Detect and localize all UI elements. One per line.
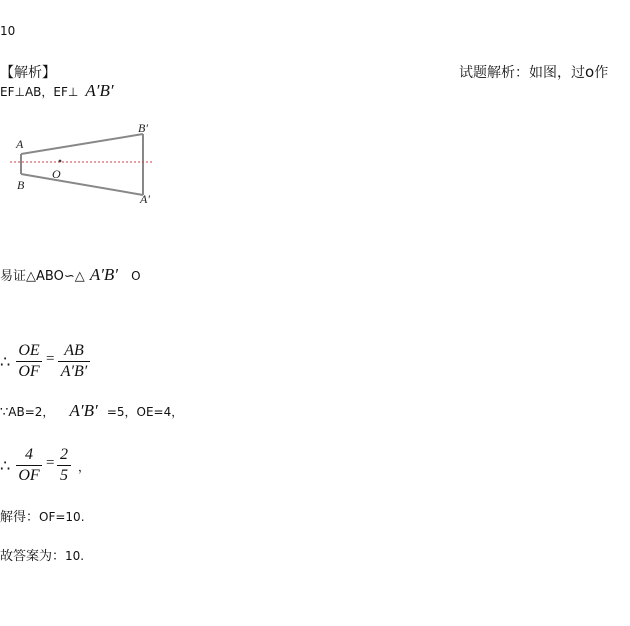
given-line [0, 401, 183, 421]
fraction-numerator: 4 [25, 446, 33, 463]
similar-triangles-line [0, 265, 141, 285]
solve-value: OF=10. [39, 510, 85, 524]
solve-line [0, 506, 85, 525]
similar-text: 易证△ABO∽△ [0, 269, 85, 284]
fraction-bar [57, 465, 71, 466]
fraction-denominator: OF [18, 467, 40, 484]
analysis-heading: 【解析】 [0, 65, 56, 81]
point-o: o [585, 63, 595, 81]
final-label: 故答案为： [0, 549, 66, 564]
fraction-2-5 [57, 446, 71, 485]
fraction-denominator: 5 [60, 467, 68, 484]
answer-number: 10 [0, 24, 16, 38]
label-a-prime: A′ [140, 192, 150, 206]
label-b: B [17, 178, 25, 192]
fraction-4-of [16, 446, 42, 485]
similar-math: A′B′ [89, 265, 119, 284]
fraction-denominator: A′B′ [60, 363, 88, 380]
equals-sign-2: = [46, 455, 55, 471]
therefore-symbol-1: ∴ [0, 352, 11, 371]
therefore-symbol-2: ∴ [0, 456, 11, 475]
fraction-bar [16, 361, 42, 362]
label-o: O [52, 167, 61, 181]
fraction-bar [58, 361, 90, 362]
solve-label: 解得： [0, 510, 40, 525]
similar-tail: O [131, 269, 141, 283]
perpendicular-line [0, 81, 114, 101]
perpendicular-text: EF⊥AB，EF⊥ [0, 85, 79, 99]
geometry-figure [4, 118, 164, 208]
fraction-ab-apbp [58, 342, 90, 381]
fraction-numerator: AB [64, 342, 84, 359]
final-answer-line [0, 545, 84, 564]
fraction-oe-of [16, 342, 42, 381]
analysis-intro-text: 试题解析：如图，过 [459, 65, 585, 81]
equals-sign-1: = [46, 351, 55, 367]
label-b-prime: B′ [138, 121, 148, 135]
given-ab: AB=2， [8, 405, 55, 419]
because-symbol: ∵ [0, 405, 9, 420]
label-a: A [16, 137, 24, 151]
analysis-intro [459, 62, 608, 82]
fraction-numerator: 2 [60, 446, 68, 463]
comma: ， [78, 460, 91, 474]
fraction-denominator: OF [18, 363, 40, 380]
analysis-intro-end: 作 [594, 65, 609, 81]
final-value: 10. [65, 549, 85, 563]
perpendicular-math: A′B′ [85, 81, 114, 100]
fraction-bar [16, 465, 42, 466]
fraction-numerator: OE [18, 342, 40, 359]
given-rest: =5，OE=4， [106, 405, 184, 419]
given-math: A′B′ [69, 401, 98, 420]
